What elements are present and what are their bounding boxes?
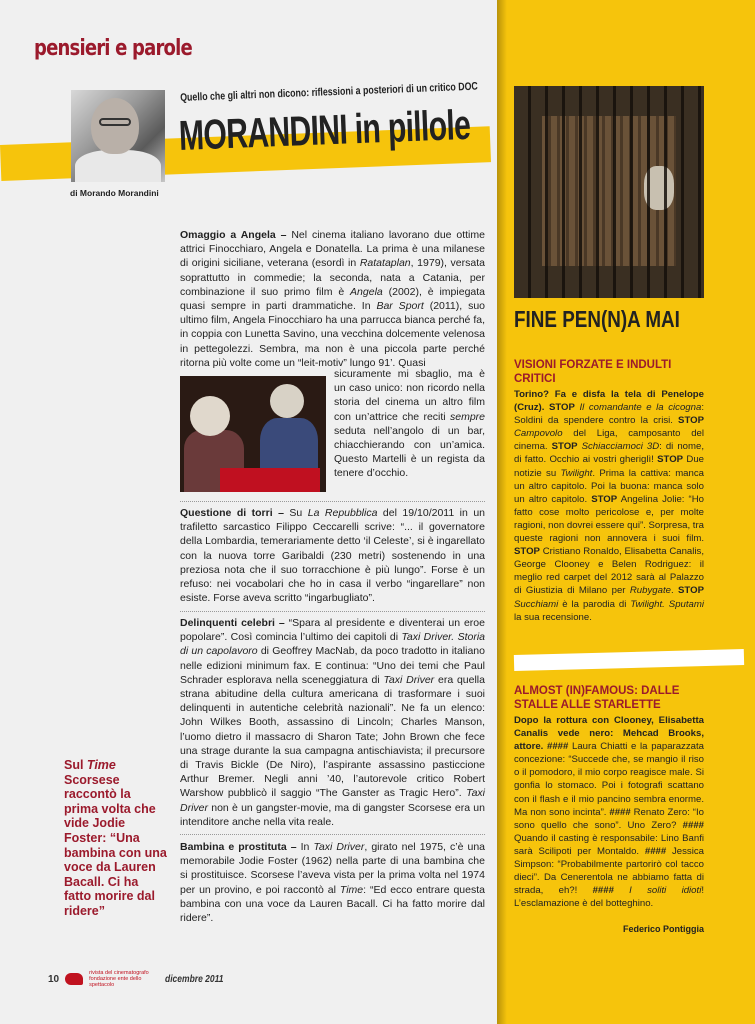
sidebar-block-1 bbox=[514, 388, 704, 624]
sidebar-text: del Liga, camposanto del cinema. bbox=[514, 428, 704, 453]
film-title: Taxi Driver bbox=[180, 787, 485, 814]
article-text: di Geoffrey MacNab, da poco tradotto in italiano nelle edizioni minimum fax. E continua: “Uno dei temi che Paul Schrader esplorava nella sceneggiatura di bbox=[180, 645, 485, 686]
article-text: , 1979), versata soprattutto in commedie; la seconda, nata a Catania, per combinazione il suo primo film è bbox=[180, 257, 485, 298]
sidebar-text: Cristiano Ronaldo, Elisabetta Canalis, George Clooney e Belen Rodriguez: il meglio red carpet del 2012 sarà al Palazzo di Giustizia di Milano per bbox=[514, 546, 704, 597]
film-title: Angela bbox=[350, 285, 383, 298]
pullquote-italic: Time bbox=[86, 758, 116, 772]
actress-wig bbox=[190, 396, 230, 436]
article-torri bbox=[180, 506, 485, 605]
film-title: Ratataplan bbox=[359, 257, 411, 270]
sidebar-text: : Soldini da spendere contro la crisi. bbox=[514, 402, 704, 427]
tablecloth bbox=[220, 468, 320, 492]
page-footer bbox=[48, 970, 234, 988]
magazine-title: Time bbox=[339, 883, 364, 896]
sidebar-text: Laura Chiatti e la paparazzata concezione: “Succede che, se mangio il riso o il pomodoro, il mio corpo reagisce male. Si gonfia lo stomaco. Poi i fotografi scattano con il flash e il mio pancino sembra enorme. Ma non sono incinta”. bbox=[514, 741, 704, 818]
hash-marker: #### bbox=[592, 885, 614, 897]
stop-marker: STOP bbox=[678, 585, 704, 597]
film-title: Rubygate bbox=[629, 585, 671, 597]
author-signature: Federico Pontiggia bbox=[622, 924, 704, 934]
sidebar-heading-2: ALMOST (IN)FAMOUS: DALLE STALLE ALLE STARLETTE bbox=[514, 685, 680, 711]
sidebar-text: ! L’esclamazione è del botteghino. bbox=[514, 885, 704, 910]
stop-marker: STOP bbox=[551, 441, 578, 453]
article-text: , girato nel 1975, c’è una memorabile Jodie Foster (1962) nella parte di una bambina che si prostituisce. Scorsese l’aveva vista per la prima volta nel 1974 per un provino, e poi raccontò al bbox=[180, 841, 485, 896]
film-title: Il comandante e la cicogna bbox=[574, 402, 702, 414]
section-title: pensieri e parole bbox=[34, 36, 192, 61]
article-bambina bbox=[180, 840, 485, 925]
divider bbox=[180, 834, 485, 835]
sidebar-lead: Torino? Fa e disfa la tela di Penelope (Cruz). STOP bbox=[514, 389, 704, 414]
headline: MORANDINI in pillole bbox=[178, 100, 471, 159]
sidebar-text: Renato Zero: “Io sono quello che sono”. Uno Zero? bbox=[514, 806, 704, 831]
stop-marker: STOP bbox=[657, 454, 684, 466]
sidebar-lead: Dopo la rottura con Clooney, Elisabetta Canalis vede nero: Mehcad Brooks, attore. #### bbox=[514, 715, 704, 753]
actress-wig bbox=[270, 384, 304, 418]
article-text: Su bbox=[283, 507, 308, 519]
sidebar-title: FINE PEN(N)A MAI bbox=[514, 306, 680, 332]
divider bbox=[180, 611, 485, 612]
stop-marker: STOP bbox=[591, 493, 618, 505]
article-italic: sempre bbox=[449, 410, 485, 423]
issue-date: dicembre 2011 bbox=[165, 973, 224, 985]
film-title: Campovolo bbox=[514, 428, 563, 440]
film-title: Twilight. Sputami bbox=[630, 598, 704, 610]
sidebar-text: . bbox=[670, 585, 679, 597]
article-text: era quella strana abitudine della cultura americana di trasformare i suoi delinquenti in autentiche celebrità nazionali”. Ne fa un elenco: John Wilkes Booth, assassino di Lincoln; Charles Manson, l’uomo dietro il massacro di Sharon Tate; John Brown che fece una strage durante la sua campagna antischiavista; il precursore di Travis Bickle (De Niro), l’aspirante assassino pasticcione Arthur Bremer. Negli anni ’40, l’autorevole critico Robert Warshow pubblicò il saggio “The Ganster as Tragic Hero”. bbox=[180, 673, 485, 800]
article-text: In bbox=[296, 841, 314, 853]
cell-bars bbox=[514, 86, 704, 298]
magazine-sub-text: fondazione ente dello spettacolo bbox=[89, 976, 142, 988]
sidebar-text: Angelina Jolie: “Ho fatto cose molto pericolose e, per molte ragioni, non dovrei essere qui”. Sorpresa, tra queste ragioni non annovera i suoi film. bbox=[514, 493, 704, 545]
film-title: Taxi Driver bbox=[313, 841, 365, 853]
hash-marker: #### bbox=[644, 845, 667, 857]
article-lead: Questione di torri – bbox=[180, 507, 284, 519]
hash-marker: #### bbox=[609, 806, 631, 818]
byline: di Morando Morandini bbox=[70, 188, 159, 198]
sidebar-text: la sua recensione. bbox=[514, 611, 592, 623]
magazine-name bbox=[89, 970, 159, 988]
sidebar-text: Jessica Simpson: “Probabilmente partorirò col tacco dieci”. Da Cenerentola ne abbiamo fatta di strada, eh?! bbox=[514, 845, 704, 897]
article-text: (2002), è impiegata quasi sempre in parti drammatiche. In bbox=[180, 285, 486, 313]
stop-marker: STOP bbox=[514, 546, 540, 558]
sidebar-text: Due notizie su bbox=[514, 454, 705, 479]
hash-marker: #### bbox=[682, 819, 704, 831]
article-text: del 19/10/2011 in un trafiletto sarcastico Filippo Ceccarelli scrive: “... il governatore della Lombardia, temerariamente detto ‘il Celeste’, si è ingarellato con la nuova torre Garibaldi (230 metri) sostenendo in una preziosa nota che il suo torracchione è più lungo”. Forse è un refuso: nei vocabolari che ho in casa il verbo “ingarellare” non esiste. Forse aveva scritto “ingarbugliato”. bbox=[180, 507, 485, 605]
author-shirt bbox=[75, 150, 161, 182]
prison-cell-photo bbox=[514, 86, 704, 298]
article-lead: Omaggio a Angela – bbox=[180, 229, 287, 241]
film-title: Schiacciamoci 3D bbox=[577, 441, 660, 453]
pullquote-text: Sul bbox=[64, 758, 87, 772]
author-head bbox=[91, 98, 139, 154]
magazine-name-text: rivista del cinematografo bbox=[89, 970, 149, 976]
article-angela bbox=[180, 228, 485, 370]
article-text: Nel cinema italiano lavorano due ottime attrici Finocchiaro, Angela e Donatella. La prima è una milanese di origini siciliane, veterana (esordì in bbox=[180, 229, 485, 270]
magazine-logo-icon bbox=[65, 973, 83, 985]
sidebar-text: . Prima la cattiva: manca un altro capitolo. Poi la buona: manca solo un altro capitolo. bbox=[514, 467, 704, 505]
article-text: sicuramente mi sbaglio, ma è un caso unico: non ricordo nella storia del cinema un altro film con un’attrice che reciti bbox=[334, 368, 485, 423]
article-delinquenti bbox=[180, 616, 485, 829]
author-photo bbox=[71, 90, 165, 182]
author-glasses bbox=[99, 118, 131, 126]
divider bbox=[180, 501, 485, 502]
sidebar-text: è la parodia di bbox=[558, 598, 631, 610]
article-text: : “Ed ecco entrare questa bambina con una voce da Lauren Bacall. Ci ha fatto morire dal ridere”. bbox=[180, 883, 485, 925]
article-angela-wrap bbox=[334, 367, 485, 481]
film-title: Taxi Driver bbox=[383, 673, 435, 686]
article-lead: Delinquenti celebri – bbox=[180, 617, 285, 629]
stop-marker: STOP bbox=[678, 415, 704, 427]
article-text: (2011), suo ultimo film, Angela Finocchiaro ha una parrucca bianca perché fa, in coppia con Lunetta Savino, una vecchina dolcemente velenosa in pettegolezzi. Sembra, ma non è una piccola parte perché ritorna più volte come un “leit-motiv” lungo 91’. Quasi bbox=[180, 300, 486, 369]
film-title: Bar Sport bbox=[376, 300, 424, 313]
film-still-photo bbox=[180, 376, 326, 492]
article-text: seduta nell’angolo di un bar, chiacchierando con un’amica. Questo Martelli è un regista da tenere d’occhio. bbox=[334, 424, 485, 480]
film-title: Succhiami bbox=[514, 598, 559, 610]
kicker: Quello che gli altri non dicono: riflessioni a posteriori di un critico DOC bbox=[180, 80, 479, 104]
pullquote bbox=[64, 758, 168, 919]
sidebar-text: : di nome, di fatto. Occhio ai vostri gheriglì! bbox=[514, 441, 704, 466]
film-title: I soliti idioti bbox=[613, 885, 702, 897]
film-title: Twilight bbox=[560, 467, 593, 479]
page-number: 10 bbox=[48, 973, 60, 985]
book-title: Taxi Driver. Storia di un capolavoro bbox=[180, 631, 486, 658]
article-lead: Bambina e prostituta – bbox=[180, 841, 297, 853]
newspaper-title: La Repubblica bbox=[307, 507, 378, 519]
pullquote-text: Scorsese raccontò la prima volta che vide Jodie Foster: “Una bambina con una voce da Lauren Bacall. Ci ha fatto morire dal ridere” bbox=[64, 772, 167, 918]
sidebar-block-2 bbox=[514, 714, 704, 910]
article-text: “Spara al presidente e diventerai un eroe popolare”. Così comincia l’ultimo dei capitoli di bbox=[180, 617, 485, 644]
sidebar-heading-1: VISIONI FORZATE E INDULTI CRITICI bbox=[514, 359, 672, 385]
sidebar-text: Quando il casting è responsabile: Lino Banfi sarà Scilipoti per Montaldo. bbox=[514, 832, 704, 857]
article-text: non è un gangster-movie, ma di gangster Scorsese era un intenditore anche nella vita reale. bbox=[180, 801, 485, 828]
